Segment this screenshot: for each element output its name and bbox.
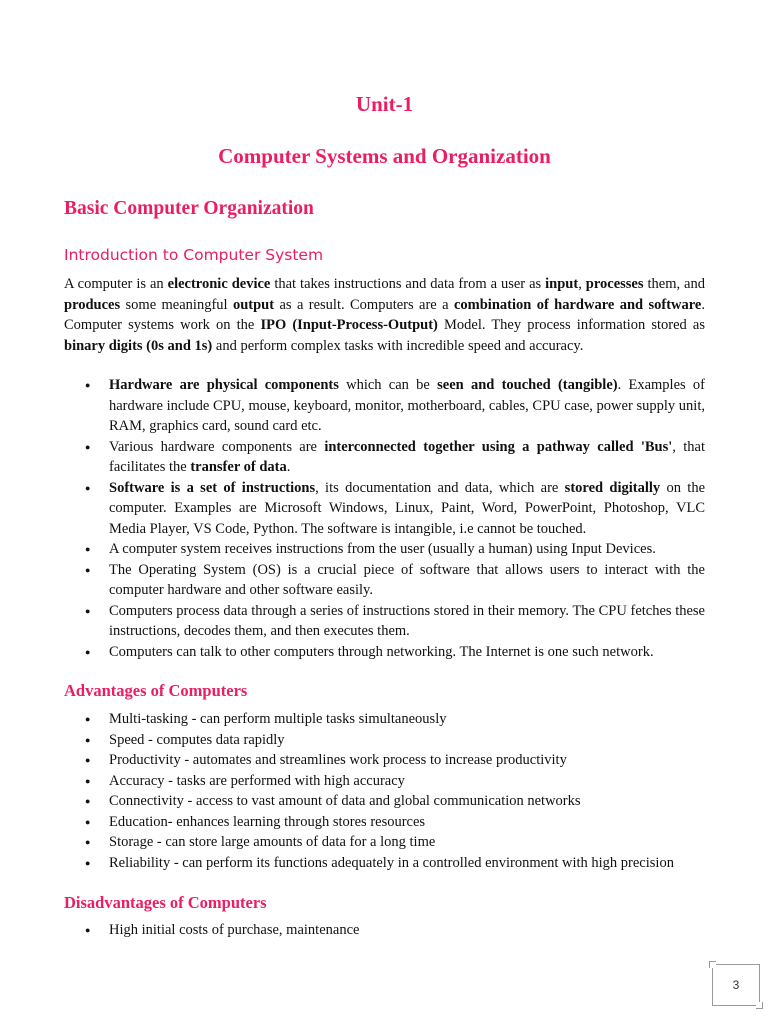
list-item: ● High initial costs of purchase, maintenance [64,920,705,941]
bold-text: binary digits (0s and 1s) [64,337,213,354]
list-item: ● Accuracy - tasks are performed with high accuracy [64,771,705,792]
text-run: Computers process data through a series of instructions stored in their memory. The CPU fetches these instructions, decodes them, and then executes them. [109,602,705,639]
text-run: , its documentation and data, which are [315,479,565,496]
bold-text: IPO (Input-Process-Output) [260,317,438,333]
list-item [64,437,705,478]
text-run: . [286,459,291,475]
bold-text: Hardware are physical components [109,377,339,393]
text-run: that takes instructions and data from a user as [270,276,546,292]
bold-text: processes [585,276,644,292]
text-run: . Computer systems work on the [64,296,705,333]
bold-text: stored digitally [564,479,661,496]
text-run: , [578,276,586,292]
list-item [64,375,705,437]
list-item: ● Education- enhances learning through stores resources [64,812,705,833]
list-item [64,560,705,601]
list-item: ● Reliability - can perform its functions adequately in a controlled environment with high precision [64,853,705,874]
bold-text: combination of hardware and software [453,296,702,313]
bold-text: interconnected together using a pathway called 'Bus' [324,438,673,455]
bold-text: electronic device [167,276,271,292]
list-item: ● Storage - can store large amounts of data for a long time [64,832,705,853]
intro-paragraph [64,274,705,356]
bold-text: input [545,276,579,292]
intro-bullet-list [64,375,705,662]
text-run: which can be [338,377,438,393]
text-run: The Operating System (OS) is a crucial piece of software that allows users to interact with the computer hardware and other software easily. [109,561,705,598]
text-run: on the computer. Examples are Microsoft Windows, Linux, Paint, Word, PowerPoint, Photoshop, VLC Media Player, VS Code, Python. The software is intangible, i.e cannot be touched. [109,479,706,537]
advantages-list [64,709,705,873]
bold-text: output [232,296,275,313]
bold-text: seen and touched (tangible) [437,377,618,393]
text-run: . Examples of hardware include CPU, mouse, keyboard, monitor, motherboard, cables, CPU case, power supply unit, RAM, graphics card, sound card etc. [109,377,705,434]
advantages-heading: Advantages of Computers [64,681,248,700]
bold-text: Software is a set of instructions [109,479,316,496]
page-number: 3 [712,964,760,1006]
section-title: Basic Computer Organization [64,198,314,219]
list-item: ● Productivity - automates and streamlines work process to increase productivity [64,750,705,771]
text-run: them, and [643,276,705,292]
bold-text: produces [64,296,121,313]
text-run: Various hardware components are [109,438,325,455]
list-item [64,478,705,540]
list-item [64,539,705,560]
text-run: as a result. Computers are a [274,296,454,313]
text-run: A computer is an [64,276,168,292]
list-item [64,642,705,663]
unit-title: Unit-1 [355,92,414,116]
list-item: ● Connectivity - access to vast amount of data and global communication networks [64,791,705,812]
bold-text: transfer of data [190,459,287,475]
text-run: Model. They process information stored as [437,317,705,333]
disadvantages-list [64,920,705,941]
intro-heading: Introduction to Computer System [64,246,324,264]
text-run: A computer system receives instructions from the user (usually a human) using Input Devices. [109,541,656,557]
list-item: ● Multi-tasking - can perform multiple tasks simultaneously [64,709,705,730]
list-item [64,601,705,642]
list-item: ● Speed - computes data rapidly [64,730,705,751]
text-run: some meaningful [120,296,233,313]
disadvantages-heading: Disadvantages of Computers [64,893,267,912]
text-run: Computers can talk to other computers through networking. The Internet is one such network. [109,643,654,660]
document-title: Computer Systems and Organization [218,144,551,168]
text-run: , that facilitates the [109,438,705,475]
text-run: and perform complex tasks with incredible speed and accuracy. [212,337,584,354]
